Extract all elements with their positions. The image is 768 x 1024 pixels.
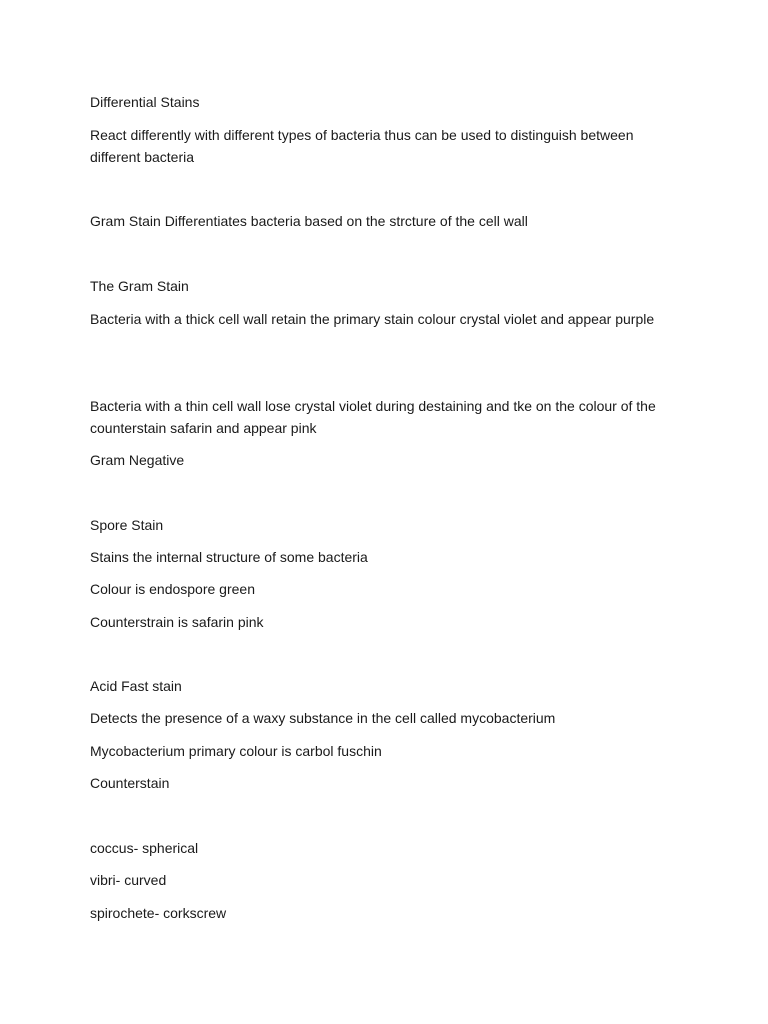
- paragraph-counterstain: Counterstain: [90, 775, 170, 791]
- paragraph-acid-fast-detects: Detects the presence of a waxy substance in the cell called mycobacterium: [90, 710, 556, 726]
- paragraph-differential-description: React differently with different types of bacteria thus can be used to distinguish between different bacteria: [90, 127, 634, 165]
- paragraph-endospore-colour: Colour is endospore green: [90, 581, 255, 597]
- paragraph-mycobacterium-colour: Mycobacterium primary colour is carbol fuschin: [90, 743, 382, 759]
- paragraph-vibri: vibri- curved: [90, 872, 167, 888]
- paragraph-gram-stain-differentiates: Gram Stain Differentiates bacteria based on the strcture of the cell wall: [90, 213, 528, 229]
- paragraph-spirochete: spirochete- corkscrew: [90, 905, 227, 921]
- paragraph-thick-cell-wall: Bacteria with a thick cell wall retain the primary stain colour crystal violet and appear purple: [90, 311, 655, 327]
- paragraph-coccus: coccus- spherical: [90, 840, 199, 856]
- paragraph-heading-gram-stain: The Gram Stain: [90, 278, 189, 294]
- paragraph-thin-cell-wall: Bacteria with a thin cell wall lose crystal violet during destaining and tke on the colour of the counterstain safarin and appear pink: [90, 398, 656, 436]
- paragraph-heading-spore-stain: Spore Stain: [90, 517, 164, 533]
- paragraph-heading-acid-fast: Acid Fast stain: [90, 678, 182, 694]
- paragraph-gram-negative: Gram Negative: [90, 452, 185, 468]
- paragraph-spore-internal-structure: Stains the internal structure of some bacteria: [90, 549, 368, 565]
- paragraph-heading-differential-stains: Differential Stains: [90, 94, 200, 110]
- paragraph-spore-counterstain: Counterstrain is safarin pink: [90, 614, 264, 630]
